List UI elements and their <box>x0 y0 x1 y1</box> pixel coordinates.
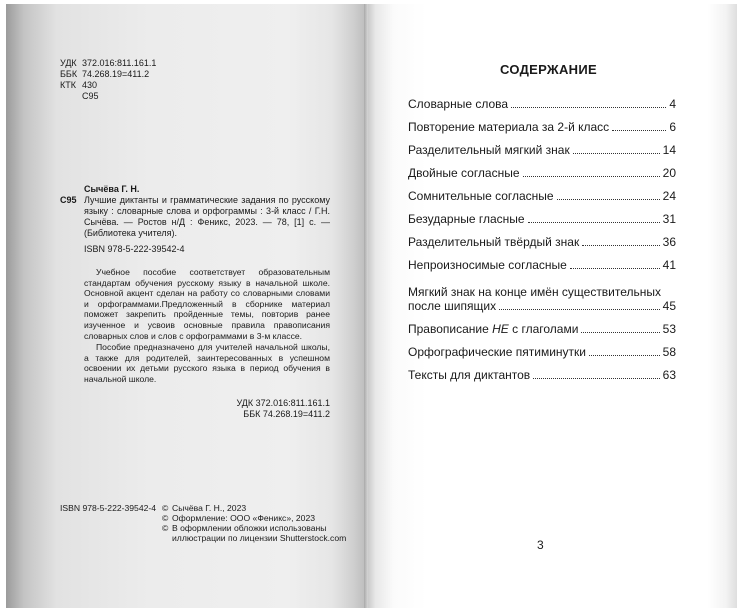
isbn: ISBN 978-5-222-39542-4 <box>84 244 185 254</box>
copyright-line: © В оформлении обложки использованы <box>162 523 327 533</box>
page-number: 3 <box>537 538 544 552</box>
toc-item: Двойные согласные 20 <box>408 166 676 180</box>
author-sign-row: С95 <box>82 91 99 101</box>
copyright-line: © Сычёва Г. Н., 2023 <box>162 503 247 513</box>
bibliographic-entry <box>60 183 330 239</box>
toc-item: Правописание НЕ с глаголами 53 <box>408 322 676 336</box>
abstract-paragraph: Учебное пособие соответствует образовательным стандартам обучения русскому языку в начальной школе. Основной акцент сделан на работу со словарными словами и орфограммами.Предложенный в сборнике материал поможет закрепить пройденные темы, повторив ранее изученное и усвоив основные правила правописания словарных слов и слов с орфограммами в 3-м классе. <box>84 267 330 341</box>
bbk-row: ББК 74.268.19=411.2 <box>60 69 150 79</box>
toc-item-multiline: Мягкий знак на конце имён существительных после шипящих 45 <box>408 285 676 313</box>
toc-item: Разделительный мягкий знак 14 <box>408 143 676 157</box>
toc-item: Разделительный твёрдый знак 36 <box>408 235 676 249</box>
table-of-contents <box>408 88 676 382</box>
ktk-row: КТК 430 <box>60 80 98 90</box>
copyright-block <box>162 503 346 543</box>
udc-block <box>60 58 156 102</box>
toc-item: Словарные слова 4 <box>408 97 676 111</box>
toc-item: Орфографические пятиминутки 58 <box>408 345 676 359</box>
abstract-paragraph: Пособие предназначено для учителей начальной школы, а также для родителей, заинтересованных в успешном освоении их детьми русского языка в период обучения в начальной школе. <box>84 342 330 384</box>
toc-item: Повторение материала за 2-й класс 6 <box>408 120 676 134</box>
copyright-line: иллюстрации по лицензии Shutterstock.com <box>172 533 347 543</box>
copyright-line: © Оформление: ООО «Феникс», 2023 <box>162 513 316 523</box>
author-sign: С95 <box>60 195 77 205</box>
author-heading: Сычёва Г. Н. <box>84 184 140 194</box>
abstract <box>84 267 330 386</box>
bibliographic-description: Лучшие диктанты и грамматические задания по русскому языку : словарные слова и орфограммы : 3-й класс / Г.Н. Сычёва. — Ростов н/Д : Феникс, 2023. — 78, [1] с. — (Библиотека учителя). <box>84 195 330 238</box>
toc-item: Безударные гласные 31 <box>408 212 676 226</box>
toc-item: Непроизносимые согласные 41 <box>408 258 676 272</box>
udc-row: УДК 372.016:811.161.1 <box>60 58 157 68</box>
toc-title: СОДЕРЖАНИЕ <box>500 62 597 77</box>
footer-isbn: ISBN 978-5-222-39542-4 <box>60 503 157 513</box>
udc-repeat: УДК 372.016:811.161.1 ББК 74.268.19=411.2 <box>236 398 330 419</box>
toc-item: Тексты для диктантов 63 <box>408 368 676 382</box>
toc-item: Сомнительные согласные 24 <box>408 189 676 203</box>
